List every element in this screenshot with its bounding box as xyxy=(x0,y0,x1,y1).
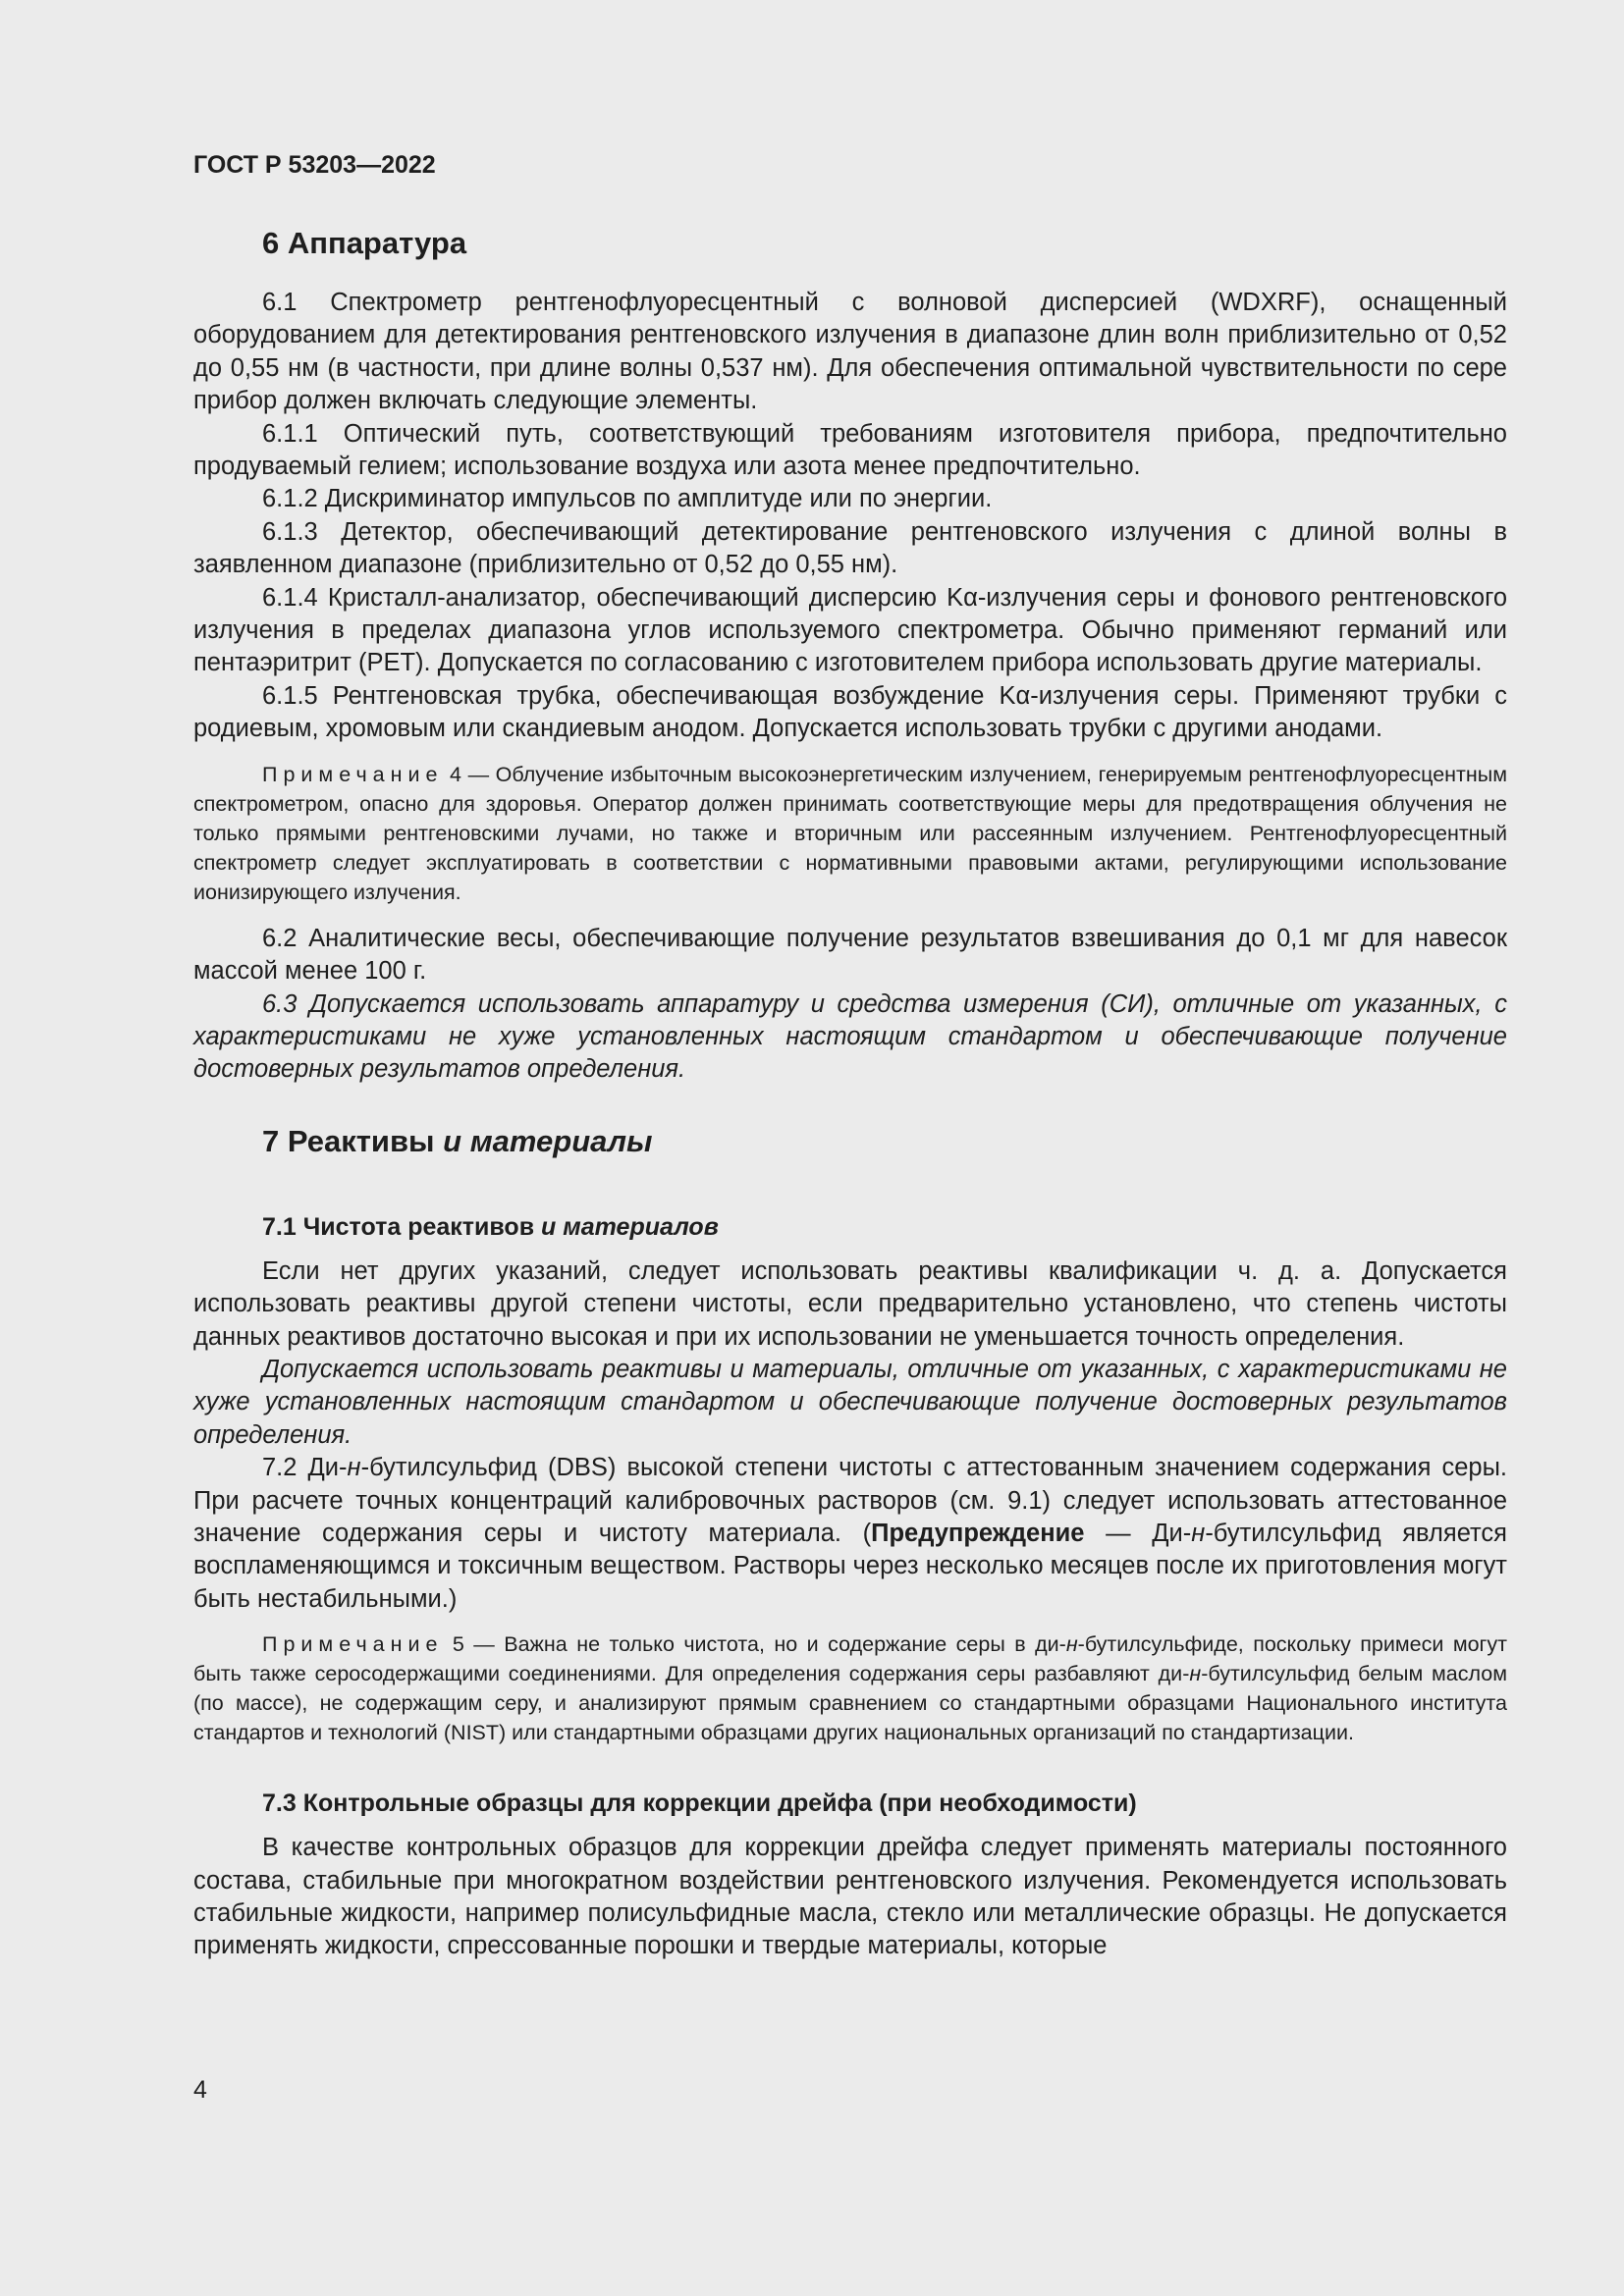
section-7-title xyxy=(262,1120,1507,1163)
paragraph-7-3: В качестве контрольных образцов для коррекции дрейфа следует применять материалы постоянного состава, стабильные при многократном воздействии рентгеновского излучения. Рекомендуется использовать стабильные жидкости, например полисульфидные масла, стекло или металлические образцы. Не допускается применять жидкости, спрессованные порошки и твердые материалы, которые xyxy=(193,1834,1507,1960)
note-4-text: 4 — Облучение избыточным высокоэнергетическим излучением, генерируемым рентгенофлуоресцентным спектрометром, опасно для здоровья. Оператор должен принимать соответствующие меры для предотвращения облучения не только прямыми рентгеновскими лучами, но также и вторичным или рассеянным излучением. Рентгенофлуоресцентный спектрометр следует эксплуатировать в соответствии с нормативными правовыми актами, регулирующими использование ионизирующего излучения. xyxy=(193,762,1507,904)
paragraph-7-1-italic: Допускается использовать реактивы и материалы, отличные от указанных, с характеристиками не хуже установленных настоящим стандартом и обеспечивающие получение достоверных результатов определения. xyxy=(193,1355,1507,1449)
note-4 xyxy=(193,760,1507,907)
paragraph-6-1-5: 6.1.5 Рентгеновская трубка, обеспечивающая возбуждение Kα-излучения серы. Применяют трубки с родиевым, хромовым или скандиевым анодом. Допускается использовать трубки с другими анодами. xyxy=(193,681,1507,743)
page-number: 4 xyxy=(193,2076,207,2104)
paragraph-6-1-3: 6.1.3 Детектор, обеспечивающий детектирование рентгеновского излучения с длиной волны в заявленном диапазоне (приблизительно от 0,52 до 0,55 нм). xyxy=(193,517,1507,579)
paragraph-6-1-4: 6.1.4 Кристалл-анализатор, обеспечивающий дисперсию Kα-излучения серы и фонового рентгеновского излучения в пределах диапазона углов используемого спектрометра. Обычно применяют германий или пентаэритрит (PET). Допускается по согласованию с изготовителем прибора использовать другие материалы. xyxy=(193,583,1507,677)
paragraph-7-2 xyxy=(193,1452,1507,1616)
p7-2-part-a: 7.2 Ди- xyxy=(262,1454,348,1482)
note-4-label: Примечание xyxy=(262,762,444,786)
p7-2-part-c: — Ди- xyxy=(1084,1519,1192,1547)
subsection-7-1-title-italic: и материалов xyxy=(541,1212,719,1241)
paragraph-6-1: 6.1 Спектрометр рентгенофлуоресцентный с волновой дисперсией (WDXRF), оснащенный оборудованием для детектирования рентгеновского излучения в диапазоне длин волн приблизительно от 0,52 до 0,55 нм (в частности, при длине волны 0,537 нм). Для обеспечения оптимальной чувствительности по сере прибор должен включать следующие элементы. xyxy=(193,289,1507,415)
subsection-7-3-title: 7.3 Контрольные образцы для коррекции дрейфа (при необходимости) xyxy=(262,1789,1137,1818)
paragraph-6-1-1: 6.1.1 Оптический путь, соответствующий требованиям изготовителя прибора, предпочтительно продуваемый гелием; использование воздуха или азота менее предпочтительно. xyxy=(193,419,1507,481)
p7-2-part-d: -бутилсульфид является воспламеняющимся и токсичным веществом. Растворы через несколько месяцев после их приготовления могут быть нестабильными.) xyxy=(193,1519,1507,1613)
p7-2-n-2: н xyxy=(1191,1519,1206,1547)
note-5-part-b: -бутилсульфиде, поскольку примеси могут быть также серосодержащими соединениями. Для определения содержания серы разбавляют ди- xyxy=(193,1632,1507,1686)
section-7-title-italic: и материалы xyxy=(443,1123,653,1158)
paragraph-6-2: 6.2 Аналитические весы, обеспечивающие получение результатов взвешивания до 0,1 мг для навесок массой менее 100 г. xyxy=(193,924,1507,986)
note-5-n-1: н xyxy=(1065,1632,1078,1657)
note-5-part-a: 5 — Важна не только чистота, но и содержание серы в ди- xyxy=(443,1632,1066,1657)
section-6-title: 6 Аппаратура xyxy=(262,226,467,260)
note-5-label: Примечание xyxy=(262,1632,444,1657)
note-5-n-2: н xyxy=(1189,1662,1202,1686)
paragraph-6-3: 6.3 Допускается использовать аппаратуру и средства измерения (СИ), отличные от указанных, с характеристиками не хуже установленных настоящим стандартом и обеспечивающие получение достоверных результатов определения. xyxy=(193,989,1507,1084)
subsection-7-1-title-plain: 7.1 Чистота реактивов xyxy=(262,1212,542,1241)
warning-label: Предупреждение xyxy=(871,1519,1085,1547)
paragraph-6-1-2: 6.1.2 Дискриминатор импульсов по амплитуде или по энергии. xyxy=(262,485,993,513)
note-5-part-c: -бутилсульфид белым маслом (по массе), не содержащим серу, и анализируют прямым сравнением со стандартными образцами Национального института стандартов и технологий (NIST) или стандартными образцами других национальных организаций по стандартизации. xyxy=(193,1662,1507,1745)
document-header: ГОСТ Р 53203—2022 xyxy=(193,151,436,179)
note-5 xyxy=(193,1629,1507,1747)
page-content xyxy=(193,222,1507,1963)
p7-2-n-1: н xyxy=(347,1454,361,1482)
subsection-7-1-title xyxy=(262,1210,1507,1244)
section-7-title-plain: 7 Реактивы xyxy=(262,1123,444,1158)
p7-2-part-b: -бутилсульфид (DBS) высокой степени чистоты с аттестованным значением содержания серы. При расчете точных концентраций калибровочных растворов (см. 9.1) следует использовать аттестованное значение содержания серы и чистоту материала. ( xyxy=(193,1454,1507,1547)
paragraph-7-1: Если нет других указаний, следует использовать реактивы квалификации ч. д. а. Допускается использовать реактивы другой степени чистоты, если предварительно установлено, что степень чистоты данных реактивов достаточно высокая и при их использовании не уменьшается точность определения. xyxy=(193,1256,1507,1351)
